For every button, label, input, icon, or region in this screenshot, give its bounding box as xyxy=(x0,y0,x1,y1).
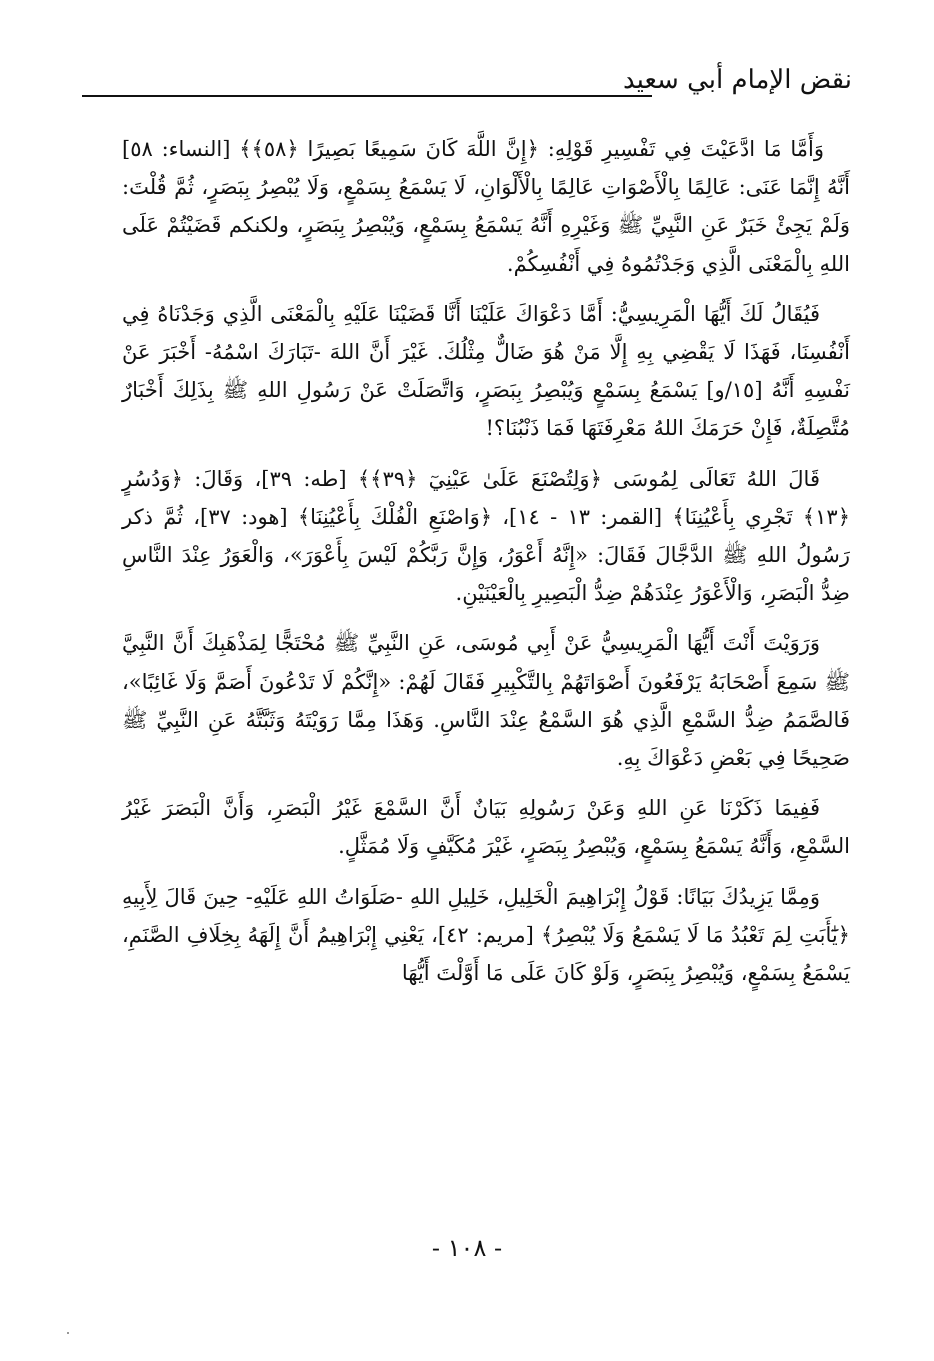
paragraph: فَيُقَالُ لَكَ أَيُّهَا الْمَرِيسِيُّ: أَمَّا دَعْوَاكَ عَلَيْنَا أَنَّا قَضَيْنَا عَلَيْهِ بِالْمَعْنَى الَّذِي وَجَدْنَاهُ فِي أَنْفُسِنَا، فَهَذَا لَا يَقْضِي بِهِ إِلَّا مَنْ هُوَ ضَالٌّ مِثْلُكَ. غَيْرَ أَنَّ اللهَ -تَبَارَكَ اسْمُهُ- أَخْبَرَ عَنْ نَفْسِهِ أَنَّهُ [١٥/و] يَسْمَعُ بِسَمْعٍ وَيُبْصِرُ بِبَصَرٍ، وَاتَّصَلَتْ عَنْ رَسُولِ اللهِ ﷺ بِذَلِكَ أَخْبَارٌ مُتَّصِلَةٌ، فَإِنْ حَرَمَكَ اللهُ مَعْرِفَتَهَا فَمَا ذَنْبُنَا؟! xyxy=(122,301,850,441)
header-rule xyxy=(82,95,652,97)
scan-speck xyxy=(67,1332,69,1334)
paragraph: فَفِيمَا ذَكَرْنَا عَنِ اللهِ وَعَنْ رَسُولِهِ بَيَانٌ أَنَّ السَّمْعَ غَيْرُ الْبَصَرِ، وَأَنَّ الْبَصَرَ غَيْرُ السَّمْعِ، وَأَنَّهُ يَسْمَعُ بِسَمْعٍ، وَيُبْصِرُ بِبَصَرٍ، غَيْرَ مُكَيَّفٍ وَلَا مُمَثَّلٍ. xyxy=(122,796,850,859)
page-number: - ١٠٨ - xyxy=(431,1234,503,1262)
paragraph: وَرَوَيْتَ أَنْتَ أَيُّهَا الْمَرِيسِيُّ عَنْ أَبِي مُوسَى، عَنِ النَّبِيِّ ﷺ مُحْتَجًّا لِمَذْهَبِكَ أَنَّ النَّبِيَّ ﷺ سَمِعَ أَصْحَابَهُ يَرْفَعُونَ أَصْوَاتَهُمْ بِالتَّكْبِيرِ فَقَالَ لَهُمْ: «إِنَّكُمْ لَا تَدْعُونَ أَصَمَّ وَلَا غَائِبًا»، فَالصَّمَمُ ضِدُّ السَّمْعِ الَّذِي هُوَ السَّمْعُ عِنْدَ النَّاسِ. وَهَذَا مِمَّا رَوَيْتَهُ وَثَبَّتَّهُ عَنِ النَّبِيِّ ﷺ صَحِيحًا فِي بَعْضِ دَعْوَاكَ بِهِ. xyxy=(122,631,850,771)
paragraph: قَالَ اللهُ تَعَالَى لِمُوسَى ﴿وَلِتُصْنَعَ عَلَىٰ عَيْنِيٓ ﴿٣٩﴾﴾ [طه: ٣٩]، وَقَالَ: ﴿وَدُسُرٍ ﴿١٣﴾ تَجْرِي بِأَعْيُنِنَا﴾ [القمر: ١٣ - ١٤]، ﴿وَاصْنَعِ الْفُلْكَ بِأَعْيُنِنَا﴾ [هود: ٣٧]، ثُمَّ ذكر رَسُولُ اللهِ ﷺ الدَّجَّالَ فَقَالَ: «إِنَّهُ أَعْوَرُ، وَإِنَّ رَبَّكُمْ لَيْسَ بِأَعْوَرَ»، وَالْعَوَرُ عِنْدَ النَّاسِ ضِدُّ الْبَصَرِ، وَالْأَعْوَرُ عِنْدَهُمْ ضِدُّ الْبَصِيرِ بِالْعَيْنَيْنِ. xyxy=(122,466,850,606)
paragraph: وَأَمَّا مَا ادَّعَيْتَ فِي تَفْسِيرِ قَوْلِهِ: ﴿إِنَّ اللَّهَ كَانَ سَمِيعًا بَصِيرًا ﴿٥٨﴾﴾ [النساء: ٥٨] أَنَّهُ إِنَّمَا عَنَى: عَالِمًا بِالْأَصْوَاتِ عَالِمًا بِالْأَلْوَانِ، لَا يَسْمَعُ بِسَمْعٍ، وَلَا يُبْصِرُ بِبَصَرٍ، ثُمَّ قُلْتَ: وَلَمْ يَجِئْ خَبَرٌ عَنِ النَّبِيِّ ﷺ وَغَيْرِهِ أَنَّهُ يَسْمَعُ بِسَمْعٍ، وَيُبْصِرُ بِبَصَرٍ، ولكنكم قَضَيْتُمْ عَلَى اللهِ بِالْمَعْنَى الَّذِي وَجَدْتُمُوهُ فِي أَنْفُسِكُمْ. xyxy=(122,137,850,276)
running-header xyxy=(82,62,852,102)
paragraph: وَمِمَّا يَزِيدُكَ بَيَانًا: قَوْلُ إِبْرَاهِيمَ الْخَلِيلِ، خَلِيلِ اللهِ -صَلَوَاتُ اللهِ عَلَيْهِ- حِينَ قَالَ لِأَبِيهِ ﴿يَٰٓأَبَتِ لِمَ تَعْبُدُ مَا لَا يَسْمَعُ وَلَا يُبْصِرُ﴾ [مريم: ٤٢]، يَعْنِي إِبْرَاهِيمُ أَنَّ إِلَهَهُ بِخِلَافِ الصَّنَمِ، يَسْمَعُ بِسَمْعٍ، وَيُبْصِرُ بِبَصَرٍ، وَلَوْ كَانَ عَلَى مَا أَوَّلْتَ أَيُّهَا xyxy=(122,884,850,986)
main-text xyxy=(122,130,850,1004)
running-header-title: نقض الإمام أبي سعيد xyxy=(623,65,852,95)
